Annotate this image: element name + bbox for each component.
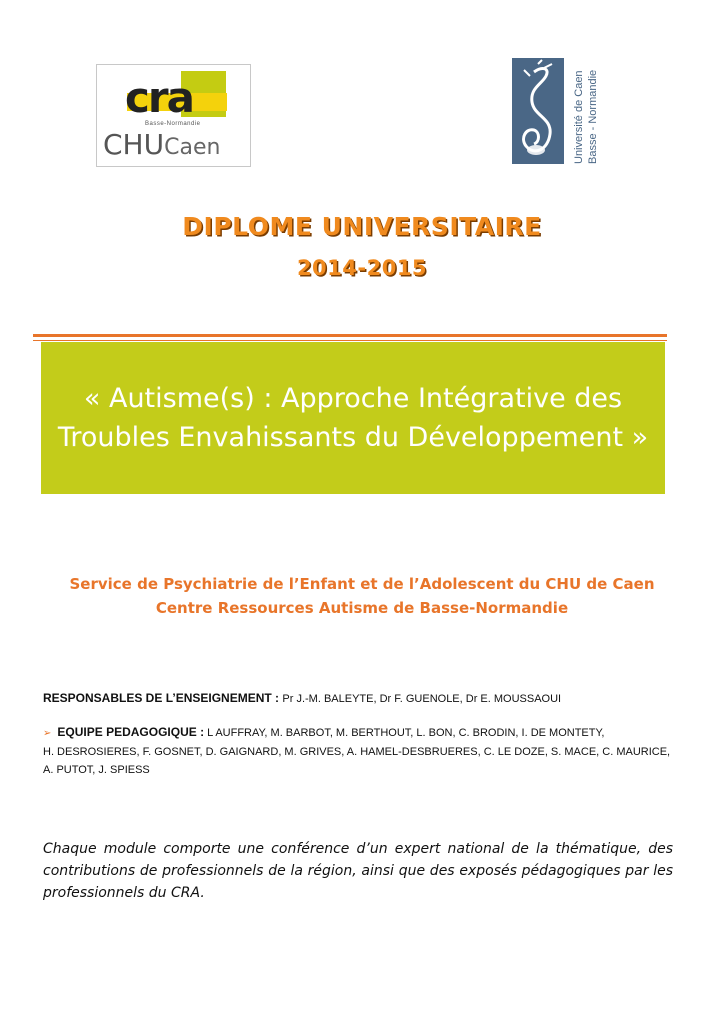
- course-title-line1: « Autisme(s) : Approche Intégrative des: [83, 383, 623, 414]
- diploma-year: 2014-2015: [296, 256, 428, 280]
- cra-chu-caen-logo: [96, 64, 251, 167]
- equipe-names-2: H. DESROSIERES, F. GOSNET, D. GAIGNARD, M. GRIVES, A. HAMEL-DESBRUERES, C. LE DOZE, S. MACE, C. MAURICE,: [43, 746, 671, 758]
- arrow-bullet-icon: ➢: [43, 728, 52, 739]
- logo-cra-subtitle: Basse-Normandie: [145, 121, 201, 127]
- logo-chu: CHU: [103, 128, 165, 161]
- unicaen-line2: Basse - Normandie: [587, 69, 599, 164]
- equipe-section: [43, 723, 683, 779]
- course-title-line2: Troubles Envahissants du Développement »: [57, 422, 649, 453]
- logo-cra-text: cra: [125, 73, 193, 122]
- responsables-section: [43, 691, 683, 705]
- unicaen-logo-panel: [512, 58, 564, 164]
- course-title: [58, 379, 648, 457]
- banner-top-rule: [33, 334, 667, 337]
- universite-caen-logo: [512, 58, 604, 166]
- logo-chu-caen: [103, 128, 221, 161]
- equipe-names-3: A. PUTOT, J. SPIESS: [43, 764, 150, 776]
- responsables-names: Pr J.-M. BALEYTE, Dr F. GUENOLE, Dr E. MOUSSAOUI: [282, 693, 562, 705]
- unicaen-logo-text: [568, 58, 604, 164]
- course-title-banner: [41, 342, 665, 494]
- responsables-label: RESPONSABLES DE L’ENSEIGNEMENT :: [43, 691, 280, 705]
- service-line-1: Service de Psychiatrie de l’Enfant et de l’Adolescent du CHU de Caen: [69, 575, 655, 593]
- diploma-title: DIPLOME UNIVERSITAIRE: [182, 212, 542, 241]
- logo-caen: Caen: [164, 135, 221, 160]
- unicaen-line1: Université de Caen: [573, 70, 585, 164]
- equipe-line-1: [43, 723, 683, 743]
- equipe-names-1: L AUFFRAY, M. BARBOT, M. BERTHOUT, L. BON, C. BRODIN, I. DE MONTETY,: [207, 727, 605, 739]
- service-line-2: Centre Ressources Autisme de Basse-Normandie: [155, 599, 569, 617]
- unicaen-figure-icon: [512, 58, 564, 164]
- closing-paragraph: Chaque module comporte une conférence d’un expert national de la thématique, des contributions de professionnels de la région, ainsi que des exposés pédagogiques par les professionnels du CRA.: [43, 841, 673, 901]
- banner-top-rule-thin: [33, 340, 667, 341]
- equipe-label: EQUIPE PEDAGOGIQUE :: [57, 725, 205, 739]
